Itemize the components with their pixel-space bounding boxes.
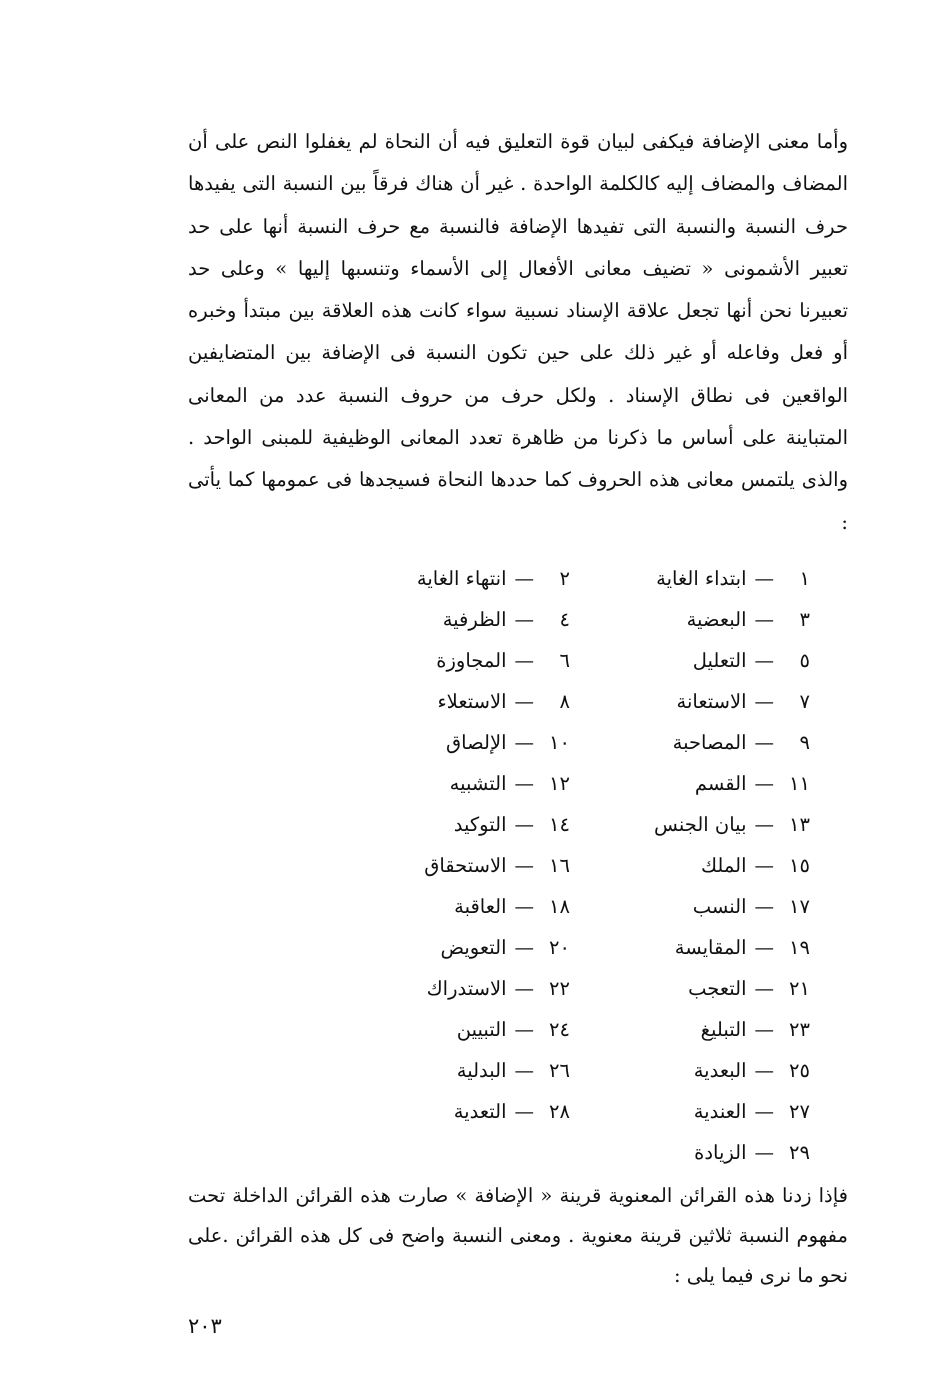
list-item [330,1018,570,1041]
list-item-label: التبليغ [700,1018,747,1041]
list-item [330,690,570,713]
list-item-dash: — [514,1100,534,1123]
list-item-label: التبيين [456,1018,507,1041]
list-item-number: ٢٨ [549,1100,570,1123]
list-item-label: المصاحبة [672,731,747,754]
list-item-label: الاستعلاء [437,690,507,713]
list-item-number: ١٥ [789,854,810,877]
list-item-dash: — [514,772,534,795]
list-item-number: ١٢ [549,772,570,795]
list-item-number: ١٩ [789,936,810,959]
list-item-number: ٦ [559,649,570,672]
list-item-number: ١٧ [789,895,810,918]
list-item-label: المقايسة [674,936,747,959]
list-item-dash: — [754,690,774,713]
list-item-number: ٩ [799,731,810,754]
list-item [330,1059,570,1082]
list-item-dash: — [754,567,774,590]
list-item-dash: — [754,854,774,877]
list-item [330,608,570,631]
list-item [570,936,810,959]
list-item-dash: — [754,1100,774,1123]
list-item-number: ٢٩ [789,1141,810,1164]
list-item-number: ٢٦ [549,1059,570,1082]
list-item-dash: — [754,1141,774,1164]
list-item-label: الإلصاق [446,731,507,754]
list-item-label: بيان الجنس [654,813,747,836]
list-item-label: البعضية [686,608,747,631]
list-item-label: القسم [694,772,747,795]
list-item-label: الاستعانة [676,690,747,713]
list-item-number: ٢١ [789,977,810,1000]
list-item-label: التعدية [453,1100,507,1123]
list-item-label: التعويض [440,936,507,959]
list-item-dash: — [514,1059,534,1082]
list-item-number: ٢٣ [789,1018,810,1041]
list-item-dash: — [514,977,534,1000]
list-item-number: ١٣ [789,813,810,836]
list-item-dash: — [514,813,534,836]
list-item-dash: — [514,649,534,672]
list-item-dash: — [514,1018,534,1041]
list-item [330,813,570,836]
list-item [330,977,570,1000]
list-item-dash: — [754,936,774,959]
paragraph-intro: وأما معنى الإضافة فيكفى لبيان قوة التعليق فيه أن النحاة لم يغفلوا النص على أن المضاف والمضاف إليه كالكلمة الواحدة . غير أن هناك فرقاً بين النسبة التى يفيدها حرف النسبة والنسبة التى تفيدها الإضافة فالنسبة مع حرف النسبة أنها على حد تعبير الأشمونى « تضيف معانى الأفعال إلى الأسماء وتنسبها إليها » وعلى حد تعبيرنا نحن أنها تجعل علاقة الإسناد نسبية سواء كانت هذه العلاقة بين مبتدأ وخبره أو فعل وفاعله أو غير ذلك على حين تكون النسبة فى الإضافة بين المتضايفين الواقعين فى نطاق الإسناد . ولكل حرف من حروف النسبة عدد من المعانى المتباينة على أساس ما ذكرنا من ظاهرة تعدد المعانى الوظيفية للمبنى الواحد . والذى يلتمس معانى هذه الحروف كما حددها النحاة فسيجدها فى عمومها كما يأتى : [188,130,848,534]
list-item-label: الملك [700,854,747,877]
list-item-dash: — [754,1018,774,1041]
list-item [570,608,810,631]
list-item-number: ٢٧ [789,1100,810,1123]
list-item [330,772,570,795]
list-item-number: ١٤ [549,813,570,836]
list-item-dash: — [514,854,534,877]
list-item-label: التعليل [692,649,747,672]
list-item [570,1018,810,1041]
list-item-number: ٨ [559,690,570,713]
list-item-number: ٢٤ [549,1018,570,1041]
list-item [330,1100,570,1123]
list-item-number: ٤ [559,608,570,631]
list-item-number: ١٠ [549,731,570,754]
list-item-label: النسب [692,895,747,918]
list-item-number: ٧ [799,690,810,713]
list-item-number: ١٦ [549,854,570,877]
list-item-label: انتهاء الغاية [416,567,507,590]
list-item-dash: — [754,731,774,754]
list-item-number: ٢ [559,567,570,590]
list-item [570,895,810,918]
list-item-label: العاقبة [454,895,507,918]
list-item-dash: — [514,567,534,590]
list-item [570,567,810,590]
list-item-dash: — [514,895,534,918]
list-item-number: ٢٢ [549,977,570,1000]
list-item [570,1100,810,1123]
list-item-label: الظرفية [442,608,507,631]
list-item [570,1059,810,1082]
list-item [570,731,810,754]
list-item [570,813,810,836]
list-item-dash: — [514,731,534,754]
list-item-dash: — [514,690,534,713]
list-item-label: التشبيه [449,772,507,795]
list-item-label: المجاوزة [436,649,507,672]
list-item-number: ١ [799,567,810,590]
list-item-dash: — [514,608,534,631]
list-item [570,772,810,795]
list-item-number: ١٨ [549,895,570,918]
list-item-number: ٢٠ [549,936,570,959]
list-item-label: الاستدراك [426,977,507,1000]
list-item-label: ابتداء الغاية [656,567,747,590]
list-item-label: الاستحقاق [424,854,507,877]
list-item-dash: — [754,977,774,1000]
meanings-list [330,558,810,1173]
list-item-number: ٥ [799,649,810,672]
list-item-label: الزيادة [694,1141,747,1164]
list-item-dash: — [754,813,774,836]
list-item-label: التوكيد [453,813,507,836]
list-item-dash: — [754,772,774,795]
list-item-dash: — [754,1059,774,1082]
list-item-number: ٣ [799,608,810,631]
paragraph-conclusion: فإذا زدنا هذه القرائن المعنوية قرينة « الإضافة » صارت هذه القرائن الداخلة تحت مفهوم النسبة ثلاثين قرينة معنوية . ومعنى النسبة واضح فى كل هذه القرائن .على نحو ما نرى فيما يلى : [188,1184,848,1287]
list-item-label: البعدية [693,1059,747,1082]
list-item-number: ٢٥ [789,1059,810,1082]
list-item-label: العندية [693,1100,747,1123]
list-item [330,854,570,877]
list-item [330,936,570,959]
list-item-dash: — [754,608,774,631]
list-item [570,977,810,1000]
list-item [330,731,570,754]
list-item [330,567,570,590]
list-item-dash: — [754,649,774,672]
list-item-label: التعجب [688,977,747,1000]
list-item [330,649,570,672]
list-item [570,1141,810,1164]
list-item [570,690,810,713]
list-item [330,895,570,918]
list-item-dash: — [514,936,534,959]
list-item-number: ١١ [789,772,810,795]
list-item [570,649,810,672]
list-item [570,854,810,877]
page-number: ٢٠٣ [188,1314,222,1338]
list-item-label: البدلية [456,1059,507,1082]
list-item-dash: — [754,895,774,918]
